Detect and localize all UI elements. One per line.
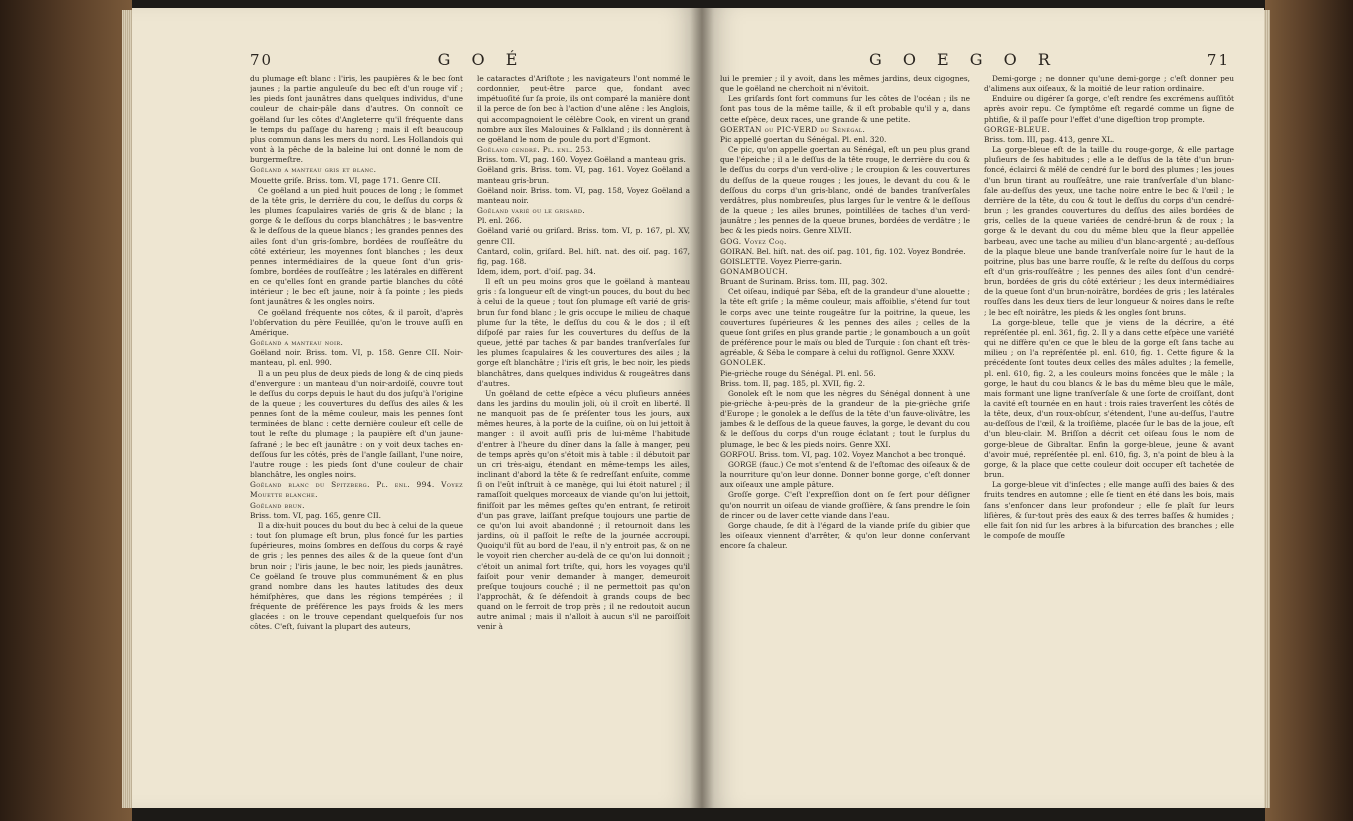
text-paragraph: Un goëland de cette eſpèce a vécu pluſieurs années dans les jardins du moulin joli, où il croît en liberté. Il ne manquoit pas de ſe préſenter tous les jours, aux mêmes heures, à la porte de la cuiſine, où on lui jettoit à manger : il avoit auſſi pris de lui-même l'habitude d'entrer à l'heure du dîner dans la ſalle à manger, peu de temps après qu'on s'étoit mis à table : il débutoit par un cri très-aigu, étendant en même-temps les ailes, inclinant d'abord la tête & ſe redreſſant enſuite, comme ſi on l'eût inſtruit à ce manège, qui lui étoit naturel ; il ramaſſoit quelques morceaux de viande qu'on lui jettoit, finiſſoit par les mêmes geſtes qu'en entrant, ſe retiroit d'un pas grave, laiſſant preſque toujours une partie de ce qu'on lui avoit abandonné ; il retournoit dans les jardins, où il paſſoit le reſte de la journée accroupi. Quoiqu'il fût au bord de l'eau, il n'y entroit pas, & on ne le voyoit rien chercher au-delà de ce qu'on lui donnoit ; c'étoit un animal fort triſte, qui, hors les voyages qu'il faiſoit pour venir demander à manger, demeuroit preſque toujours couché ; il ne permettoit pas qu'on l'approchât, & ſe défendoit à grands coups de bec quand on le ferroit de trop près ; il ne redoutoit aucun autre animal ; mais il n'alloit à aucun s'il ne paroiſſoit venir à <box>477 388 690 632</box>
entry-heading: GONOLEK. <box>720 358 766 368</box>
entry-heading: GORGE-BLEUE. <box>984 124 1050 134</box>
text-paragraph: Goëland noir. Briss. tom. VI, pag. 158, Voyez Goëland a manteau noir. <box>477 185 690 205</box>
left-running-head: G O É <box>437 50 526 69</box>
entry-heading: Goëland cendré. Pl. enl. 253. <box>477 145 594 155</box>
left-page-columns <box>250 74 690 794</box>
left-page-number: 70 <box>250 51 274 69</box>
left-page <box>132 8 702 808</box>
text-paragraph: Enduire ou digérer ſa gorge, c'eſt rendre ſes excrémens auſſitôt après avoir repu. Ce ſymptôme eſt regardé comme un ſigne de phtiſie, & il paſſe pour l'effet d'une digeſtion trop prompte. <box>984 94 1234 124</box>
text-paragraph: Ce goëland fréquente nos côtes, & il paroît, d'après l'obſervation du père Feuillée, qu'on le trouve auſſi en Amérique. <box>250 307 463 337</box>
right-page-columns <box>720 74 1234 794</box>
text-paragraph: Demi-gorge ; ne donner qu'une demi-gorge ; c'eſt donner peu d'alimens aux oiſeaux, & la moitié de leur ration ordinaire. <box>984 74 1234 94</box>
text-paragraph: Mouette griſe. Briss. tom. VI, page 171. Genre CII. <box>250 175 441 185</box>
text-paragraph: Briss. tom. II, pag. 185, pl. XVII, fig. 2. <box>720 378 865 388</box>
text-paragraph: Pie-grièche rouge du Sénégal. Pl. enl. 56. <box>720 368 876 378</box>
left-page-header <box>250 50 690 69</box>
text-paragraph: du plumage eſt blanc : l'iris, les paupières & le bec ſont jaunes ; la partie anguleuſe du bec eſt d'un rouge vif ; les pieds ſont jaunâtres dans quelques individus, d'une couleur de chair-pâle dans d'autres. On connoît ce goëland ſur les côtes d'Angleterre qu'il fréquente dans le temps du paſſage du hareng ; mais il eſt beaucoup plus commun dans les mers du nord. Les Hollandois qui vont à la pêche de la baleine lui ont donné le nom de burgermeſtre. <box>250 74 463 165</box>
text-paragraph: GOIRAN. Bel. hiſt. nat. des oiſ. pag. 101, fig. 102. Voyez Bondrée. <box>720 246 966 256</box>
text-paragraph: Pl. enl. 266. <box>477 216 522 226</box>
text-paragraph: Les griſards ſont fort communs ſur les côtes de l'océan ; ils ne ſont pas tous de la même taille, & il eſt probable qu'il y a, dans cette eſpèce, deux races, une grande & une petite. <box>720 94 970 124</box>
right-column-2 <box>984 74 1234 794</box>
entry-heading: Goëland a manteau noir. <box>250 338 344 348</box>
text-paragraph: Il a un peu plus de deux pieds de long & de cinq pieds d'envergure : un manteau d'un noir-ardoiſé, couvre tout le deſſus du corps depuis le haut du dos juſqu'à l'origine de la queue ; les couvertures du deſſus des ailes & les pennes ſont de la même couleur, mais les pennes ſont terminées de blanc : cette dernière couleur eſt celle de tout le reſte du plumage ; la paupière eſt d'un jaune-ſafrané ; le bec eſt jaunâtre : on y voit deux taches en-deſſous ſur les côtés, près de l'angle ſaillant, l'une noire, l'autre rouge : les pieds ſont d'une couleur de chair blanchâtre, les ongles noirs. <box>250 368 463 480</box>
entry-heading: Goëland a manteau gris et blanc. <box>250 165 377 175</box>
text-paragraph: lui le premier ; il y avoit, dans les mêmes jardins, deux cigognes, que le goëland ne cherchoit ni n'évitoit. <box>720 74 970 94</box>
text-paragraph: Groſſe gorge. C'eſt l'expreſſion dont on ſe ſert pour déſigner qu'on nourrit un oiſeau de viande groſſière, & ſans prendre le ſoin de rincer ou de laver cette viande dans l'eau. <box>720 490 970 520</box>
text-paragraph: Goëland gris. Briss. tom. VI, pag. 161. Voyez Goëland a manteau gris-brun. <box>477 165 690 185</box>
right-page-number: 71 <box>1206 51 1230 69</box>
entry-heading: Goëland varié ou le grisard. <box>477 206 586 216</box>
text-paragraph: Briss. tom. VI, pag. 165, genre CII. <box>250 510 382 520</box>
text-paragraph: GORFOU. Briss. tom. VI, pag. 102. Voyez Manchot a bec tronqué. <box>720 449 966 459</box>
right-running-head: G O E G O R <box>868 50 1058 69</box>
right-page-header <box>720 50 1230 69</box>
text-paragraph: Il a dix-huit pouces du bout du bec à celui de la queue : tout ſon plumage eſt brun, plus foncé ſur les parties ſupérieures, moins ſombres en deſſous du corps & rayé de gris ; les pennes des ailes & de la queue ſont d'un brun noir ; l'iris jaune, le bec noir, les pieds jaunâtres. Ce goëland ſe trouve plus communément & en plus grand nombre dans les hautes latitudes des deux hémiſphères, que dans les régions tempérées ; il fréquente de préférence les pays froids & les mers glacées : on le trouve cependant quelquefois ſur nos côtes. C'eſt, ſuivant la plupart des auteurs, <box>250 520 463 632</box>
text-paragraph: Ce goëland a un pied huit pouces de long ; le ſommet de la tête gris, le derrière du cou, le deſſus du corps & les plumes ſcapulaires variés de gris & de blanc ; la gorge & le deſſous du corps blanchâtres ; le bas-ventre & le deſſous de la queue blancs ; les grandes pennes des ailes ſont d'un gris-ſombre, bordées de rouſſeâtre du côté extérieur, les moyennes ſont blanches ; les deux pennes intermédiaires de la queue ſont d'un gris-ſombre, bordées de rouſſeâtre ; les latérales en diffèrent en ce qu'elles ſont en grande partie blanches du côté intérieur ; le bec eſt jaune, noir à ſa pointe ; les pieds ſont jaunâtres & les ongles noirs. <box>250 185 463 307</box>
left-column-1 <box>250 74 463 794</box>
left-column-2 <box>477 74 690 794</box>
entry-heading: GONAMBOUCH. <box>720 266 789 276</box>
text-paragraph: Il eſt un peu moins gros que le goëland à manteau gris : ſa longueur eſt de vingt-un pouces, du bout du bec à celui de la queue ; tout ſon plumage eſt varié de gris-brun ſur fond blanc ; le gris occupe le milieu de chaque plume ſur la tête, le deſſus du cou & le dos ; il eſt diſpoſé par raies ſur les couvertures du deſſus de la queue, jetté par taches & par bandes tranſverſales ſur les plumes ſcapulaires & les couvertures des ailes ; la gorge eſt blanchâtre ; l'iris eſt gris, le bec noir, les pieds blanchâtres, dans quelques individus & rougeâtres dans d'autres. <box>477 277 690 388</box>
text-paragraph: La gorge-bleue vit d'inſectes ; elle mange auſſi des baies & des fruits tendres en automne ; elle ſe tient en été dans les bois, mais ſans s'enfoncer dans leur profondeur ; elle ſe plaît ſur leurs liſières, & ſur-tout près des eaux & des terres baſſes & humides ; elle fait ſon nid ſur les arbres à la bifurcation des branches ; elle le compoſe de mouſſe <box>984 480 1234 541</box>
text-paragraph: Cantard, colin, griſard. Bel. hiſt. nat. des oiſ. pag. 167, fig, pag. 168. <box>477 246 690 266</box>
right-column-1 <box>720 74 970 794</box>
text-paragraph: Goëland noir. Briss. tom. VI, p. 158. Genre CII. Noir-manteau, pl. enl. 990. <box>250 348 463 368</box>
text-paragraph: Cet oiſeau, indiqué par Séba, eſt de la grandeur d'une alouette ; la tête eſt griſe ; la même couleur, mais affoiblie, s'étend ſur tout le corps avec une teinte rougeâtre ſur la poitrine, la queue, les couvertures ſupérieures & les pennes des ailes ; celles de la queue ſont griſes en plus grande partie ; le gonambouch a un goût de préférence pour le maïs ou bled de Turquie : ſon chant eſt très-agréable, & Séba le compare à celui du roſſignol. Genre XXXV. <box>720 287 970 358</box>
entry-heading: GOERTAN ou PIC-VERD du Sénégal. <box>720 124 866 134</box>
text-paragraph: Briss. tom. VI, pag. 160. Voyez Goëland a manteau gris. <box>477 155 686 165</box>
text-paragraph: La gorge-bleue eſt de la taille du rouge-gorge, & elle partage pluſieurs de ſes habitudes ; elle a le deſſus de la tête d'un brun-foncé, éclairci & mêlé de cendré ſur le bord des plumes ; les joues d'un brun tirant au rouſſeâtre, une raie tranſverſale d'un blanc-ſale au-deſſus des yeux, une tache noire entre le bec & l'œil ; le derrière de la tête, du cou & tout le deſſus du corps d'un cendré-brun ; les grandes couvertures du deſſus des ailes bordées de gris, celles de la queue variées de cendré-brun & de roux ; la gorge & le devant du cou du même bleu que la fleur appellée barbeau, avec une tache au milieu d'un blanc-argenté ; au-deſſous de la plaque bleue une bande tranſverſale noire ſur le haut de la poitrine, plus bas une barre rouſſe, & le reſte du deſſous du corps eſt d'un gris-rouſſeâtre ; les pennes des ailes ſont d'un cendré-brun, bordées de gris du côté extérieur ; les deux intermédiaires de la queue ſont d'un brun-noirâtre, bordées de gris ; les latérales rouſſes dans les deux tiers de leur longueur & noires dans le reſte ; le bec eſt noirâtre, les pieds & les ongles ſont bruns. <box>984 145 1234 317</box>
entry-heading: Goëland brun. <box>250 500 305 510</box>
text-paragraph: La gorge-bleue, telle que je viens de la décrire, a été repréſentée pl. enl. 361, fig. 2. Il y a dans cette eſpèce une variété qui ne diffère qu'en ce que le bleu de la gorge eſt ſans tache au milieu ; on l'a repréſentée pl. enl. 610, fig. 1. Cette figure & la précédente ſont toutes deux celles des mâles adultes ; la femelle, pl. enl. 610, fig. 2, a les couleurs moins foncées que le mâle ; la gorge, le haut du cou blancs & le bas du même bleu que le mâle, mais formant une ligne tranſverſale & une ſorte de croiſſant, dont la cavité eſt tournée en en haut : trois raies traverſent les côtés de la tête, deux, d'un roux-obſcur, s'étendent, l'une au-deſſus, l'autre au-deſſous de l'œil, & la troiſième, placée ſur le bas de la joue, eſt d'un bleu-clair. M. Briſſon a décrit cet oiſeau ſous le nom de gorge-bleue de Gibraltar. Enfin la gorge-bleue, jeune & avant d'avoir mué, repréſentée pl. enl. 610, fig. 3, n'a point de bleu à la gorge, & la place que cette couleur doit occuper eſt tachetée de brun. <box>984 317 1234 480</box>
text-paragraph: Gonolek eſt le nom que les nègres du Sénégal donnent à une pie-grièche à-peu-près de la grandeur de la pie-grièche griſe d'Europe ; le gonolek a le deſſus de la tête d'un fauve-olivâtre, les jambes & le deſſous de la queue fauves, la gorge, le devant du cou & le deſſous du corps d'un rouge éclatant ; tout le ſurplus du plumage, le bec & les pieds noirs. Genre XXI. <box>720 388 970 449</box>
text-paragraph: Gorge chaude, ſe dit à l'égard de la viande priſe du gibier que les oiſeaux viennent d'arrêter, & qu'on leur donne conſervant encore ſa chaleur. <box>720 520 970 551</box>
text-paragraph: GOISLETTE. Voyez Pierre-garin. <box>720 256 843 266</box>
text-paragraph: le cataractes d'Ariſtote ; les navigateurs l'ont nommé le cordonnier, peut-être parce que, fondant avec impétuoſité ſur ſa proie, ils ont comparé la manière dont il la perce de ſon bec à l'action d'une alêne : les Anglois, qui accompagnoient le célèbre Cook, en virent un grand nombre aux îles Malouines & Falkland ; ils donnèrent à ce goëland le nom de poule du port d'Egmont. <box>477 74 690 144</box>
text-paragraph: Goëland varié ou griſard. Briss. tom. VI, p. 167, pl. XV, genre CII. <box>477 226 690 246</box>
book-cover-left-edge <box>0 0 132 821</box>
text-paragraph: Pic appellé goertan du Sénégal. Pl. enl. 320. <box>720 134 887 144</box>
text-paragraph: Ce pic, qu'on appelle goertan au Sénégal, eſt un peu plus grand que l'épeiche ; il a le deſſus de la tête rouge, le derrière du cou & le deſſus du corps d'un verd-olive ; le croupion & les couvertures du deſſus de la queue rouges ; les joues, le devant du cou & le deſſous du corps d'un gris-blanc, ondé de bandes tranſverſales verdâtres, plus nombreuſes, plus larges ſur le ventre & le deſſous de la queue ; les ailes brunes, pointillées de taches d'un verd-jaunâtre ; les pennes de la queue brunes, bordées de verdâtre ; le bec & les pieds noirs. Genre XLVII. <box>720 145 970 236</box>
text-paragraph: Briss. tom. III, pag. 413, genre XL. <box>984 134 1115 144</box>
text-paragraph: Bruant de Surinam. Briss. tom. III, pag. 302. <box>720 277 888 287</box>
entry-heading: Goëland blanc du Spitzberg. Pl. enl. 994. Voyez Mouette blanche. <box>250 480 463 500</box>
right-page <box>702 8 1264 808</box>
entry-heading: GOG. Voyez Coq. <box>720 236 787 246</box>
text-paragraph: Idem, idem, port. d'oiſ. pag. 34. <box>477 266 596 276</box>
book-gutter <box>690 8 714 808</box>
book-cover-right-edge <box>1265 0 1353 821</box>
text-paragraph: GORGE (fauc.) Ce mot s'entend & de l'eſtomac des oiſeaux & de la nourriture qu'on leur donne. Donner bonne gorge, c'eſt donner aux oiſeaux une ample pâture. <box>720 459 970 490</box>
